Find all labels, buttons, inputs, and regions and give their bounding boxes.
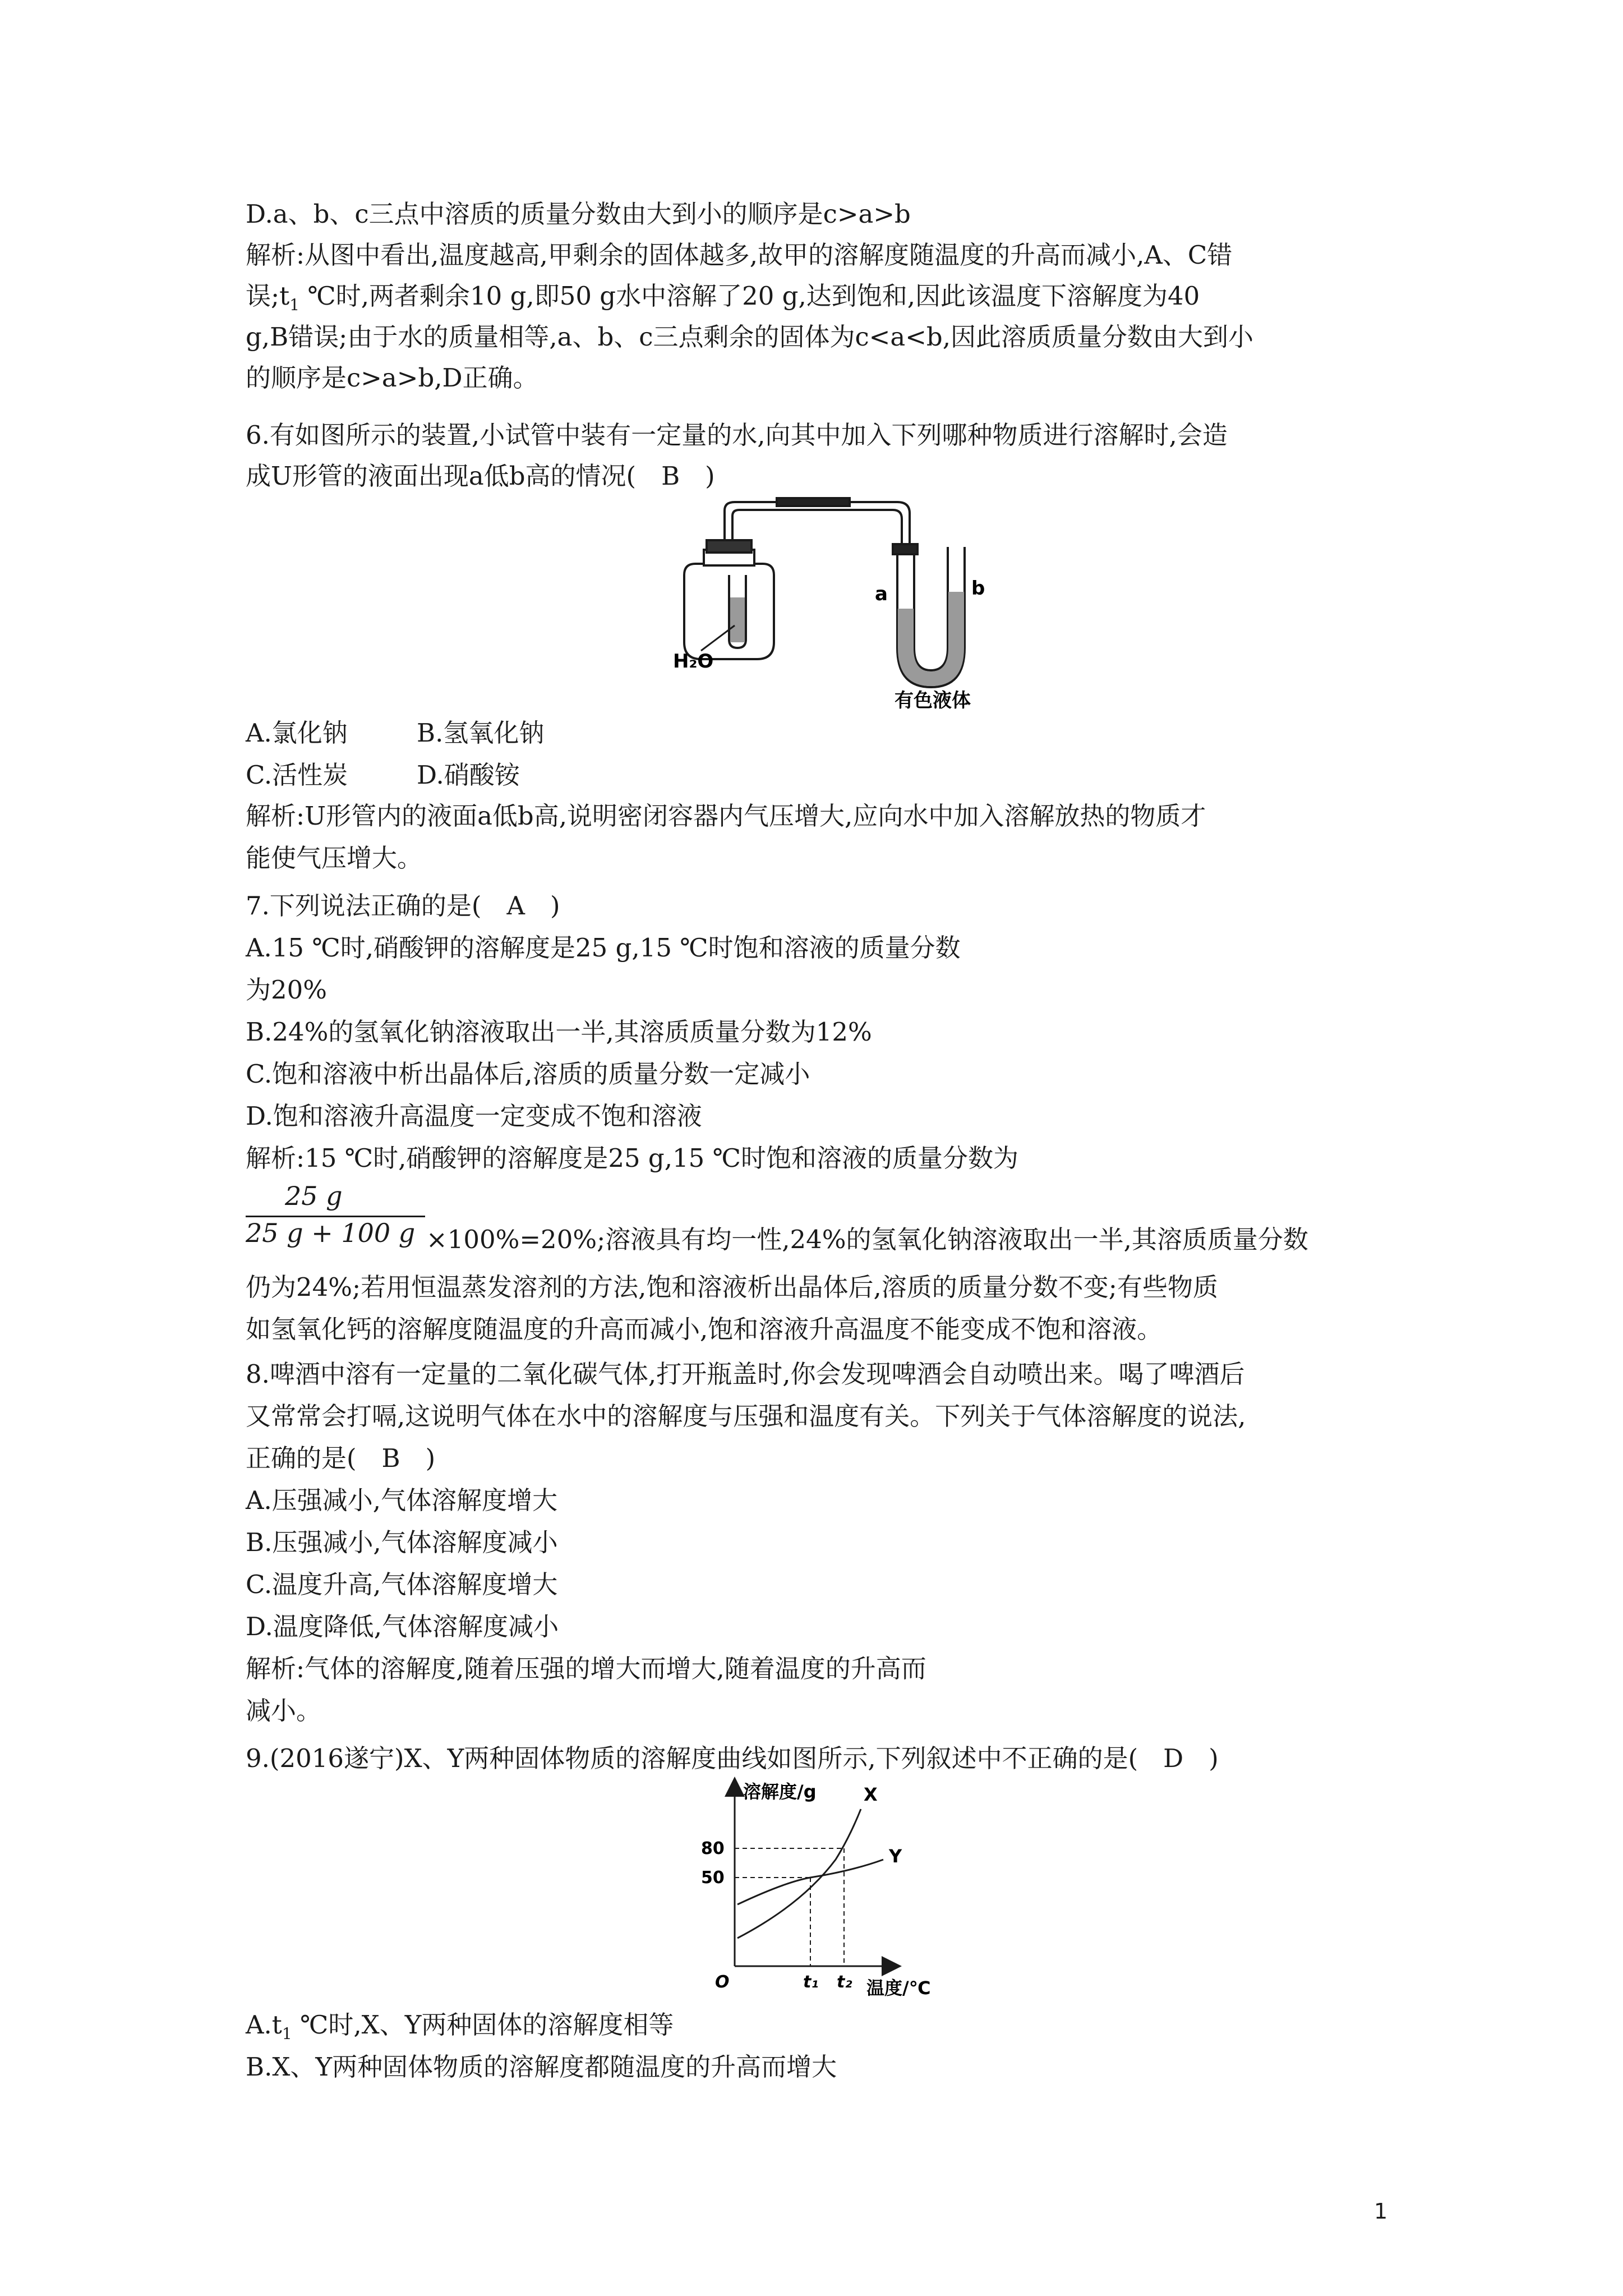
q9-stem: 9.(2016遂宁)X、Y两种固体物质的溶解度曲线如图所示,下列叙述中不正确的是( D )	[246, 1743, 1219, 1773]
q8-analysis-line2: 减小。	[246, 1696, 322, 1726]
curve-x	[737, 1809, 861, 1938]
q7-option-c: C.饱和溶液中析出晶体后,溶质的质量分数一定减小	[246, 1059, 810, 1089]
q6-stem-line1: 6.有如图所示的装置,小试管中装有一定量的水,向其中加入下列哪种物质进行溶解时,会造	[246, 420, 1228, 450]
label-b: b	[971, 577, 985, 600]
q9-option-a	[246, 2008, 674, 2051]
q8-option-d: D.温度降低,气体溶解度减小	[246, 1612, 559, 1641]
q8-stem-line1: 8.啤酒中溶有一定量的二氧化碳气体,打开瓶盖时,你会发现啤酒会自动喷出来。喝了啤酒后	[246, 1359, 1245, 1389]
text-part: ℃时,X、Y两种固体的溶解度相等	[292, 2010, 674, 2040]
fraction-numerator: 25 g	[285, 1181, 343, 1211]
q7-analysis-line1: 解析:15 ℃时,硝酸钾的溶解度是25 g,15 ℃时饱和溶液的质量分数为	[246, 1143, 1018, 1173]
fraction-denominator: 25 g + 100 g	[246, 1218, 416, 1248]
text-part: ℃时,两者剩余10 g,即50 g水中溶解了20 g,达到饱和,因此该温度下溶解度为40	[299, 281, 1200, 311]
tick-t1: t₁	[803, 1972, 819, 1992]
apparatus-diagram	[651, 496, 998, 710]
q8-stem-line3: 正确的是( B )	[246, 1443, 436, 1473]
label-a: a	[875, 583, 888, 605]
q7-stem: 7.下列说法正确的是( A )	[246, 891, 560, 921]
liquid-label: 有色液体	[895, 689, 971, 710]
text-part: A.t	[246, 2010, 282, 2040]
text-part: 误;t	[246, 281, 290, 311]
tick-t2: t₂	[837, 1972, 852, 1992]
q6-analysis-line2: 能使气压增大。	[246, 843, 423, 873]
q6-analysis-line1: 解析:U形管内的液面a低b高,说明密闭容器内气压增大,应向水中加入溶解放热的物质才	[246, 801, 1206, 831]
q7-analysis-line3: 仍为24%;若用恒温蒸发溶剂的方法,饱和溶液析出晶体后,溶质的质量分数不变;有些物质	[246, 1272, 1218, 1302]
q5-analysis-line1: 解析:从图中看出,温度越高,甲剩余的固体越多,故甲的溶解度随温度的升高而减小,A、C错	[246, 240, 1233, 270]
subscript: 1	[282, 2024, 292, 2043]
fraction-bar	[246, 1216, 425, 1217]
q8-stem-line2: 又常常会打嗝,这说明气体在水中的溶解度与压强和温度有关。下列关于气体溶解度的说法,	[246, 1401, 1246, 1431]
curve-y-label: Y	[889, 1846, 902, 1867]
q8-option-a: A.压强减小,气体溶解度增大	[246, 1485, 558, 1515]
q7-analysis-line4: 如氢氧化钙的溶解度随温度的升高而减小,饱和溶液升高温度不能变成不饱和溶液。	[246, 1314, 1163, 1344]
water-label: H₂O	[673, 650, 714, 673]
q5-analysis-line2	[246, 279, 1200, 322]
y-axis-label: 溶解度/g	[743, 1781, 817, 1802]
q5-option-d: D.a、b、c三点中溶质的质量分数由大到小的顺序是c>a>b	[246, 199, 911, 229]
q6-option-d: D.硝酸铵	[417, 760, 520, 790]
q7-option-a-line1: A.15 ℃时,硝酸钾的溶解度是25 g,15 ℃时饱和溶液的质量分数	[246, 933, 961, 963]
curve-x-label: X	[864, 1784, 878, 1805]
q6-stem-line2: 成U形管的液面出现a低b高的情况( B )	[246, 461, 715, 491]
q9-option-b: B.X、Y两种固体物质的溶解度都随温度的升高而增大	[246, 2052, 837, 2082]
page-number: 1	[1374, 2199, 1388, 2224]
tick-80: 80	[701, 1839, 725, 1858]
q6-option-a: A.氯化钠	[246, 718, 348, 748]
q7-option-b: B.24%的氢氧化钠溶液取出一半,其溶质质量分数为12%	[246, 1017, 872, 1047]
q6-option-b: B.氢氧化钠	[417, 718, 545, 748]
q8-option-c: C.温度升高,气体溶解度增大	[246, 1570, 558, 1599]
q8-analysis-line1: 解析:气体的溶解度,随着压强的增大而增大,随着温度的升高而	[246, 1654, 926, 1683]
origin-label: O	[715, 1972, 730, 1992]
q7-analysis-line2: ×100%=20%;溶液具有均一性,24%的氢氧化钠溶液取出一半,其溶质质量分数	[426, 1225, 1308, 1254]
apparatus-figure	[651, 496, 998, 710]
q6-option-c: C.活性炭	[246, 760, 348, 790]
q8-option-b: B.压强减小,气体溶解度减小	[246, 1527, 558, 1557]
q7-option-a-line2: 为20%	[246, 975, 328, 1005]
q5-analysis-line4: 的顺序是c>a>b,D正确。	[246, 363, 538, 393]
x-axis-label: 温度/℃	[866, 1977, 931, 1999]
q7-option-d: D.饱和溶液升高温度一定变成不饱和溶液	[246, 1101, 702, 1131]
tick-50: 50	[701, 1868, 725, 1888]
solubility-figure	[690, 1775, 981, 2000]
subscript: 1	[289, 296, 300, 314]
q5-analysis-line3: g,B错误;由于水的质量相等,a、b、c三点剩余的固体为c<a<b,因此溶质质量分数由大到小	[246, 322, 1254, 352]
solubility-chart	[690, 1775, 981, 2000]
